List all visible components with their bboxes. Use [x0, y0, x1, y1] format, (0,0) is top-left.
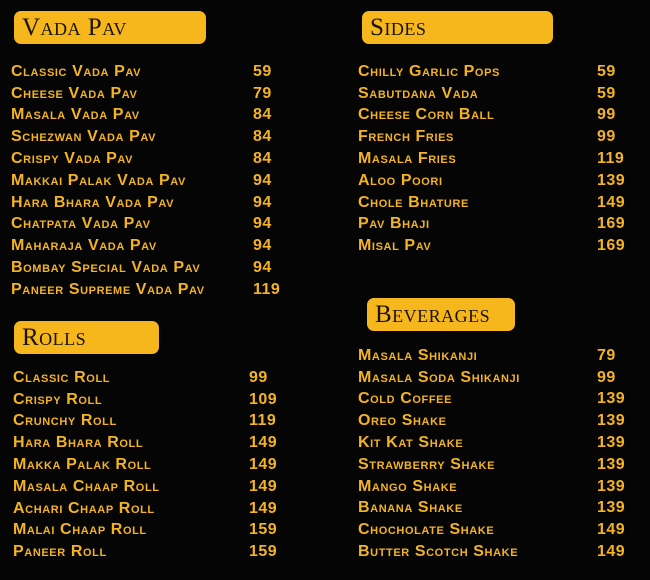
menu-item-name: Hara Bhara Roll [13, 434, 144, 452]
menu-item-name: Classic Roll [13, 368, 111, 386]
menu-item [358, 214, 626, 236]
section-title: Rolls [22, 324, 87, 351]
menu-item [358, 345, 616, 367]
menu-item [13, 389, 278, 411]
menu-item-name: Butter Scotch Shake [358, 543, 519, 561]
menu-item-name: Oreo Shake [358, 412, 447, 430]
menu-item [13, 520, 278, 542]
menu-item [358, 105, 616, 127]
menu-item [13, 367, 268, 389]
menu-item-price: 139 [597, 455, 626, 473]
menu-item [11, 214, 272, 236]
menu-item-name: Chocholate Shake [358, 521, 495, 539]
menu-item-name: Masala Shikanji [358, 346, 478, 364]
menu-item-price: 139 [597, 477, 626, 495]
menu-item-price: 159 [249, 521, 278, 539]
menu-item-price: 84 [253, 128, 272, 146]
menu-item-price: 119 [597, 150, 625, 168]
menu-item-name: Achari Chaap Roll [13, 499, 155, 517]
section-header-vada-pav [14, 11, 206, 44]
menu-item-price: 79 [597, 346, 616, 364]
menu-item [358, 432, 626, 454]
menu-item [11, 83, 272, 105]
menu-item-name: Classic Vada Pav [11, 62, 142, 80]
menu-item [358, 61, 616, 83]
section-title: Beverages [375, 301, 491, 328]
menu-item-price: 99 [597, 106, 616, 124]
menu-item-price: 169 [597, 215, 626, 233]
menu-item-name: Crispy Vada Pav [11, 150, 134, 168]
menu-item [358, 410, 626, 432]
menu-item-price: 94 [253, 237, 272, 255]
menu-item-price: 149 [597, 521, 626, 539]
menu-item-price: 149 [597, 543, 626, 561]
menu-item [358, 498, 626, 520]
menu-item [11, 105, 272, 127]
menu-item [13, 498, 278, 520]
menu-item-price: 94 [253, 215, 272, 233]
menu-item-name: Masala Chaap Roll [13, 477, 160, 495]
menu-item [358, 83, 616, 105]
menu-item-name: Maharaja Vada Pav [11, 237, 157, 255]
menu-item-name: Schezwan Vada Pav [11, 128, 157, 146]
menu-item-price: 149 [249, 434, 278, 452]
section-title: Vada Pav [22, 14, 127, 41]
menu-item-price: 149 [597, 193, 626, 211]
menu-item [358, 367, 616, 389]
menu-item-price: 159 [249, 543, 278, 561]
section-header-sides [362, 11, 553, 44]
menu-item-name: Kit Kat Shake [358, 434, 464, 452]
menu-item-price: 59 [253, 62, 272, 80]
menu-item [11, 235, 272, 257]
menu-item-name: Strawberry Shake [358, 455, 496, 473]
menu-item-price: 59 [597, 84, 616, 102]
menu-item-price: 139 [597, 171, 626, 189]
section-header-beverages [367, 298, 515, 331]
menu-item [11, 279, 281, 301]
menu-item-price: 84 [253, 106, 272, 124]
menu-item-price: 149 [249, 499, 278, 517]
menu-item [11, 192, 272, 214]
menu-item-name: Makka Palak Roll [13, 456, 152, 474]
menu-item-price: 109 [249, 390, 278, 408]
menu-item-price: 79 [253, 84, 272, 102]
menu-item [358, 519, 626, 541]
menu-item-name: Pav Bhaji [358, 215, 430, 233]
menu-item [358, 170, 626, 192]
menu-item-name: Hara Bhara Vada Pav [11, 193, 175, 211]
menu-item [358, 541, 626, 563]
menu-item-price: 169 [597, 237, 626, 255]
menu-item-price: 139 [597, 434, 626, 452]
menu-item-name: Crispy Roll [13, 390, 103, 408]
menu-item-price: 139 [597, 499, 626, 517]
menu-item [358, 476, 626, 498]
section-header-rolls [14, 321, 159, 354]
menu-item-name: Chatpata Vada Pav [11, 215, 151, 233]
menu-item [11, 126, 272, 148]
menu-item [358, 235, 626, 257]
menu-item-name: Crunchy Roll [13, 412, 117, 430]
menu-item-price: 139 [597, 390, 626, 408]
menu-item-price: 94 [253, 193, 272, 211]
menu-item [13, 476, 278, 498]
menu-item-name: Cold Coffee [358, 390, 453, 408]
menu-item-name: Masala Fries [358, 150, 457, 168]
menu-item [358, 389, 626, 411]
menu-item-price: 149 [249, 477, 278, 495]
menu-item-price: 94 [253, 171, 272, 189]
menu-item-price: 119 [249, 412, 277, 430]
menu-item [358, 192, 626, 214]
menu-item [13, 432, 278, 454]
menu-item-name: Cheese Vada Pav [11, 84, 138, 102]
menu-item-name: Masala Vada Pav [11, 106, 140, 124]
menu-item-price: 94 [253, 259, 272, 277]
menu-item [13, 454, 278, 476]
section-title: Sides [370, 14, 427, 41]
menu-item-name: Malai Chaap Roll [13, 521, 147, 539]
menu-item-name: Chilly Garlic Pops [358, 62, 500, 80]
menu-item-name: Masala Soda Shikanji [358, 368, 520, 386]
menu-item-name: Chole Bhature [358, 193, 469, 211]
menu-item-price: 139 [597, 412, 626, 430]
menu-item-name: Paneer Roll [13, 543, 107, 561]
menu-item-price: 84 [253, 150, 272, 168]
menu-item [11, 148, 272, 170]
menu-item-price: 149 [249, 456, 278, 474]
menu-item [11, 257, 272, 279]
menu-item-price: 99 [597, 128, 616, 146]
menu-item-name: Misal Pav [358, 237, 432, 255]
menu-item [13, 541, 278, 563]
menu-item-name: Aloo Poori [358, 171, 443, 189]
menu-item-price: 99 [249, 368, 268, 386]
menu-item-price: 99 [597, 368, 616, 386]
menu-item [358, 126, 616, 148]
menu-item-name: Cheese Corn Ball [358, 106, 495, 124]
menu-item [11, 61, 272, 83]
menu-item-name: Bombay Special Vada Pav [11, 259, 201, 277]
menu-item-name: Makkai Palak Vada Pav [11, 171, 186, 189]
menu-item-name: Mango Shake [358, 477, 458, 495]
menu-item-price: 59 [597, 62, 616, 80]
menu-item [358, 148, 625, 170]
menu-item-price: 119 [253, 280, 281, 298]
menu-item-name: French Fries [358, 128, 454, 146]
menu-item [11, 170, 272, 192]
menu-item-name: Paneer Supreme Vada Pav [11, 280, 205, 298]
menu-item-name: Banana Shake [358, 499, 463, 517]
menu-item [13, 411, 277, 433]
menu-item-name: Sabutdana Vada [358, 84, 479, 102]
menu-item [358, 454, 626, 476]
